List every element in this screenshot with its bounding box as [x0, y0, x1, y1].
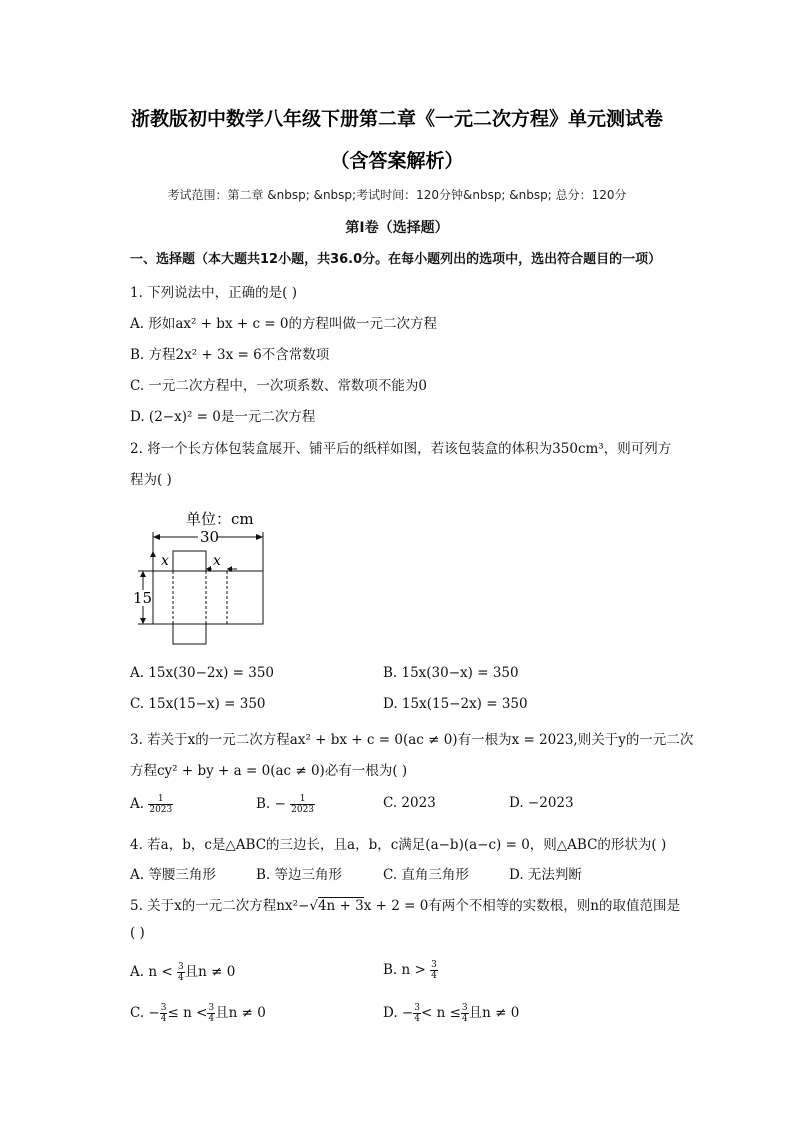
q4-option-a: A. 等腰三角形	[130, 867, 216, 883]
q2-stem: 2. 将一个长方体包装盒展开、铺平后的纸样如图，若该包装盒的体积为350cm³，则可列方	[130, 441, 672, 457]
q3-option-a-fraction	[148, 794, 173, 815]
fraction-denominator: 4	[160, 1014, 167, 1024]
fraction-denominator: 4	[431, 971, 437, 981]
section-heading: 一、选择题（本大题共12小题，共36.0分。在每小题列出的选项中，选出符合题目的一项）	[130, 252, 662, 267]
q4-option-c: C. 直角三角形	[383, 867, 469, 883]
q3-option-c: C. 2023	[383, 795, 436, 811]
q4-stem: 4. 若a，b，c是△ABC的三边长，且a，b，c满足(a−b)(a−c) = 0，则△ABC的形状为( )	[130, 837, 667, 853]
q1-option-b: B. 方程2x² + 3x = 6不含常数项	[130, 347, 330, 363]
page-subtitle: （含答案解析）	[330, 150, 464, 172]
fraction-three-quarters	[207, 1003, 215, 1024]
fraction-numerator: 3	[414, 1003, 420, 1013]
fraction-three-quarters	[461, 1003, 469, 1024]
q5-option-a	[130, 960, 235, 983]
q1-option-a: A. 形如ax² + bx + c = 0的方程叫做一元二次方程	[130, 316, 437, 332]
page-title: 浙教版初中数学八年级下册第二章《一元二次方程》单元测试卷	[130, 108, 663, 130]
fraction-numerator: 1	[148, 794, 173, 805]
fraction-numerator: 1	[290, 794, 315, 805]
q5-option-d-pre: D. −	[383, 1005, 414, 1021]
q5-radicand: 4n + 3	[317, 898, 364, 914]
q3-stem: 3. 若关于x的一元二次方程ax² + bx + c = 0(ac ≠ 0)有一根为x = 2023,则关于y的一元二次	[130, 732, 694, 748]
q3-option-a-label: A.	[130, 796, 145, 812]
q5-option-a-pre: A. n <	[130, 964, 173, 980]
exam-meta: 考试范围：第二章 &nbsp; &nbsp;考试时间：120分钟&nbsp; &nbsp; 总分：120分	[167, 188, 627, 202]
q2-option-a: A. 15x(30−2x) = 350	[130, 665, 275, 681]
fraction-numerator: 3	[208, 1003, 215, 1013]
q5-option-a-post: 且n ≠ 0	[184, 964, 236, 980]
diagram-dim-15: 15	[133, 589, 153, 607]
diagram-dim-30: 30	[200, 528, 220, 546]
q3-option-b-label: B. −	[256, 796, 286, 812]
sqrt-sign: √	[309, 898, 318, 914]
fraction-denominator: 2023	[149, 805, 173, 815]
net-diagram	[130, 505, 280, 649]
fraction-denominator: 4	[177, 973, 184, 983]
diagram-x-right: x	[213, 553, 221, 569]
diagram-unit-label: 单位：cm	[186, 510, 254, 528]
q5-option-d	[383, 1001, 519, 1024]
fraction-denominator: 4	[414, 1014, 420, 1024]
q1-option-c: C. 一元二次方程中，一次项系数、常数项不能为0	[130, 378, 428, 394]
q4-option-d: D. 无法判断	[509, 867, 582, 883]
fraction-numerator: 3	[431, 960, 437, 970]
q5-option-c-post: 且n ≠ 0	[215, 1005, 266, 1021]
fraction-denominator: 4	[461, 1014, 468, 1024]
q5-option-b-pre: B. n >	[383, 962, 426, 978]
q3-option-b-fraction	[290, 794, 315, 815]
volume-heading: 第I卷（选择题）	[345, 220, 449, 236]
q3-stem-cont: 方程cy² + by + a = 0(ac ≠ 0)必有一根为( )	[130, 763, 408, 779]
fraction-three-quarters	[413, 1003, 421, 1024]
q5-option-c-mid: ≤ n <	[167, 1005, 208, 1021]
fraction-three-quarters	[177, 962, 185, 983]
q5-option-d-post: 且n ≠ 0	[468, 1005, 520, 1021]
q5-stem-part1: 5. 关于x的一元二次方程nx²−	[130, 898, 310, 914]
q5-stem-cont: ( )	[130, 925, 145, 941]
q2-option-d: D. 15x(15−2x) = 350	[383, 696, 528, 712]
fraction-numerator: 3	[160, 1003, 167, 1013]
q1-stem: 1. 下列说法中，正确的是( )	[130, 285, 297, 301]
q3-option-a	[130, 794, 173, 815]
q2-stem-cont: 程为( )	[130, 472, 172, 488]
q4-option-b: B. 等边三角形	[256, 867, 343, 883]
q5-option-b	[383, 960, 438, 981]
diagram-x-left: x	[161, 553, 169, 569]
q2-option-b: B. 15x(30−x) = 350	[383, 665, 519, 681]
fraction-numerator: 3	[177, 962, 184, 972]
fraction-denominator: 2023	[291, 805, 315, 815]
q5-stem-part2: x + 2 = 0有两个不相等的实数根，则n的取值范围是	[363, 898, 680, 914]
q1-option-d: D. (2−x)² = 0是一元二次方程	[130, 409, 316, 425]
q5-option-c-pre: C. −	[130, 1005, 160, 1021]
q2-option-c: C. 15x(15−x) = 350	[130, 696, 266, 712]
q3-option-d: D. −2023	[509, 795, 574, 811]
q5-option-c	[130, 1001, 266, 1024]
fraction-numerator: 3	[461, 1003, 468, 1013]
q5-stem	[130, 894, 680, 914]
fraction-denominator: 4	[208, 1014, 215, 1024]
q3-option-b	[256, 794, 315, 815]
fraction-three-quarters	[430, 960, 438, 981]
q5-option-d-mid: < n ≤	[420, 1005, 461, 1021]
